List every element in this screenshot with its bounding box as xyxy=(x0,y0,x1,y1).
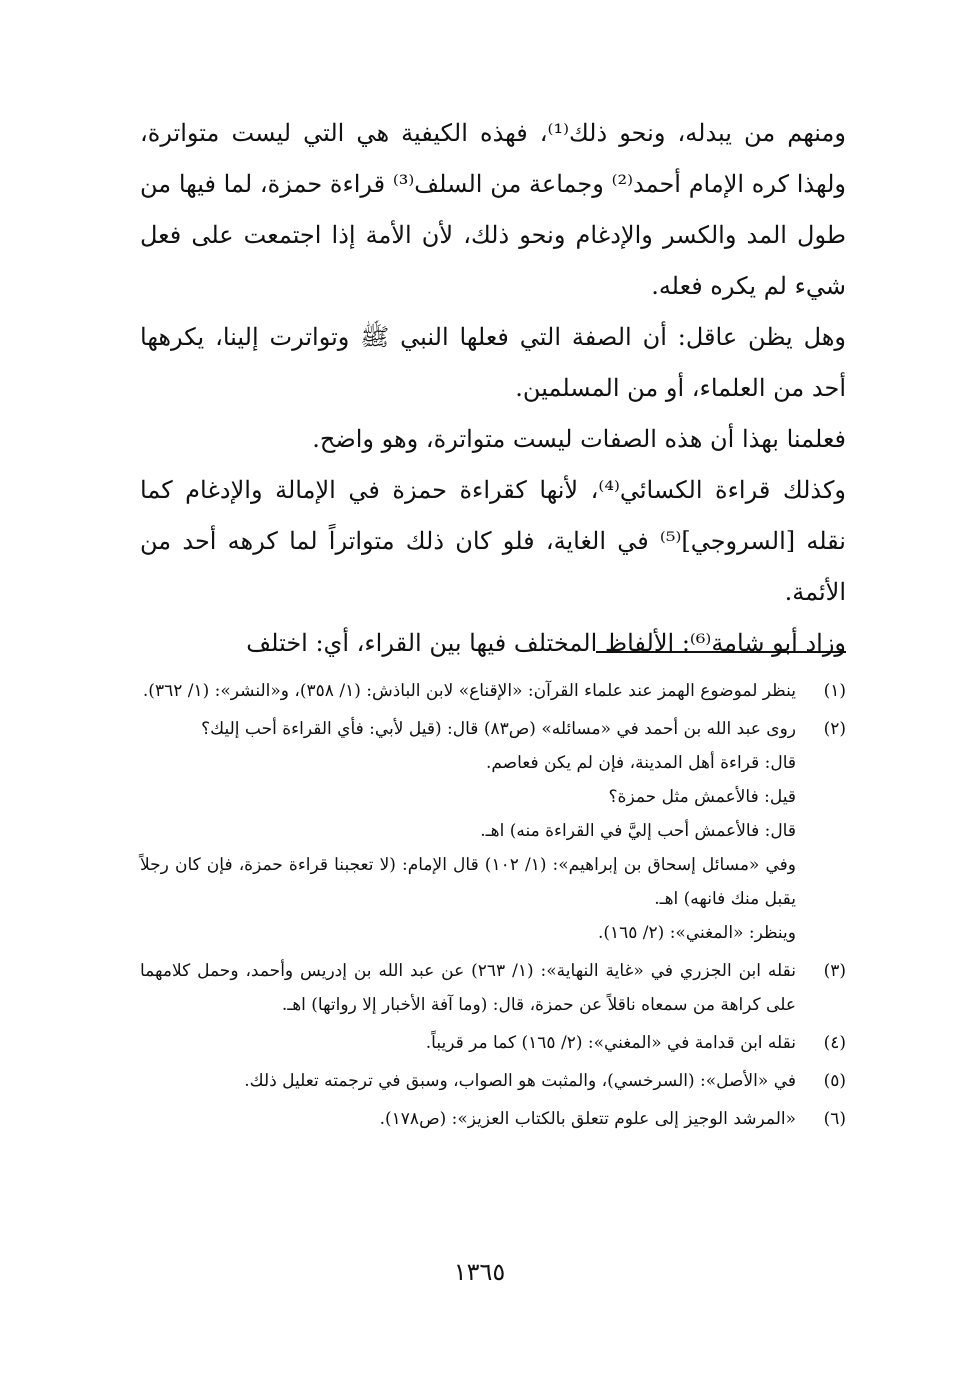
body-paragraph: وزاد أبو شامة⁽⁶⁾: الألفاظ المختلف فيها بين القراء، أي: اختلف xyxy=(246,629,846,657)
footnotes xyxy=(140,674,846,1140)
footnote-number: (٢) xyxy=(823,719,846,739)
footnote-number: (١) xyxy=(823,681,846,701)
footnote-line: نقله ابن الجزري في «غاية النهاية»: (١/ ٢٦٣) عن عبد الله بن إدريس وأحمد، وحمل كلامهما على كراهة من سمعاه ناقلاً عن حمزة، قال: (وما آفة الأخبار إلا رواتها) اهـ. xyxy=(140,961,797,1015)
footnote-2 xyxy=(140,712,846,950)
footnote-5 xyxy=(140,1064,846,1098)
footnote-4 xyxy=(140,1026,846,1060)
footnote-line: قيل: فالأعمش مثل حمزة؟ xyxy=(608,787,796,807)
footnote-line: نقله ابن قدامة في «المغني»: (٢/ ١٦٥) كما مر قريباً. xyxy=(425,1033,796,1053)
footnote-text xyxy=(140,712,796,950)
footnote-line: ينظر لموضوع الهمز عند علماء القرآن: «الإقناع» لابن الباذش: (١/ ٣٥٨)، و«النشر»: (١/ ٣٦٢). xyxy=(142,681,796,701)
footnote-number: (٣) xyxy=(823,961,846,981)
footnote-line: قال: قراءة أهل المدينة، فإن لم يكن فعاصم. xyxy=(485,753,796,773)
footnote-text xyxy=(140,1064,796,1098)
footnote-text xyxy=(140,1026,796,1060)
footnote-line: في «الأصل»: (السرخسي)، والمثبت هو الصواب، وسبق في ترجمته تعليل ذلك. xyxy=(244,1071,796,1091)
footnote-6 xyxy=(140,1102,846,1136)
footnote-3 xyxy=(140,954,846,1022)
footnote-text xyxy=(140,1102,796,1136)
main-text xyxy=(140,108,846,669)
footnote-1 xyxy=(140,674,846,708)
footnote-line: روى عبد الله بن أحمد في «مسائله» (ص٨٣) قال: (قيل لأبي: فأي القراءة أحب إليك؟ xyxy=(201,719,796,739)
footnote-text xyxy=(140,954,796,1022)
footnote-line: وينظر: «المغني»: (٢/ ١٦٥). xyxy=(597,923,796,943)
body-paragraph: ومنهم من يبدله، ونحو ذلك⁽¹⁾، فهذه الكيفية هي التي ليست متواترة، ولهذا كره الإمام أحمد⁽²⁾ وجماعة من السلف⁽³⁾ قراءة حمزة، لما فيها من طول المد والكسر والإدغام ونحو ذلك، لأن الأمة إذا اجتمعت على فعل شيء لم يكره فعله. xyxy=(140,119,846,300)
footnote-number: (٤) xyxy=(823,1033,846,1053)
page-number: ١٣٦٥ xyxy=(453,1258,506,1286)
footnote-number: (٦) xyxy=(823,1109,846,1129)
footnote-text xyxy=(140,674,796,708)
footnote-number: (٥) xyxy=(823,1071,846,1091)
body-paragraph: وهل يظن عاقل: أن الصفة التي فعلها النبي ﷺ وتواترت إلينا، يكرهها أحد من العلماء، أو من المسلمين. xyxy=(140,323,846,402)
footnote-line: قال: فالأعمش أحب إليَّ في القراءة منه) اهـ. xyxy=(480,821,796,841)
footnote-line: «المرشد الوجيز إلى علوم تتعلق بالكتاب العزيز»: (ص١٧٨). xyxy=(379,1109,796,1129)
body-paragraph: فعلمنا بهذا أن هذه الصفات ليست متواترة، وهو واضح. xyxy=(312,425,846,453)
footnote-separator xyxy=(596,651,846,653)
footnote-line: وفي «مسائل إسحاق بن إبراهيم»: (١/ ١٠٢) قال الإمام: (لا تعجبنا قراءة حمزة، فإن كان رجلاً يقبل منك فانهه) اهـ. xyxy=(140,855,796,909)
body-paragraph: وكذلك قراءة الكسائي⁽⁴⁾، لأنها كقراءة حمزة في الإمالة والإدغام كما نقله [السروجي]⁽⁵⁾ في الغاية، فلو كان ذلك متواتراً لما كرهه أحد من الأئمة. xyxy=(140,476,847,606)
